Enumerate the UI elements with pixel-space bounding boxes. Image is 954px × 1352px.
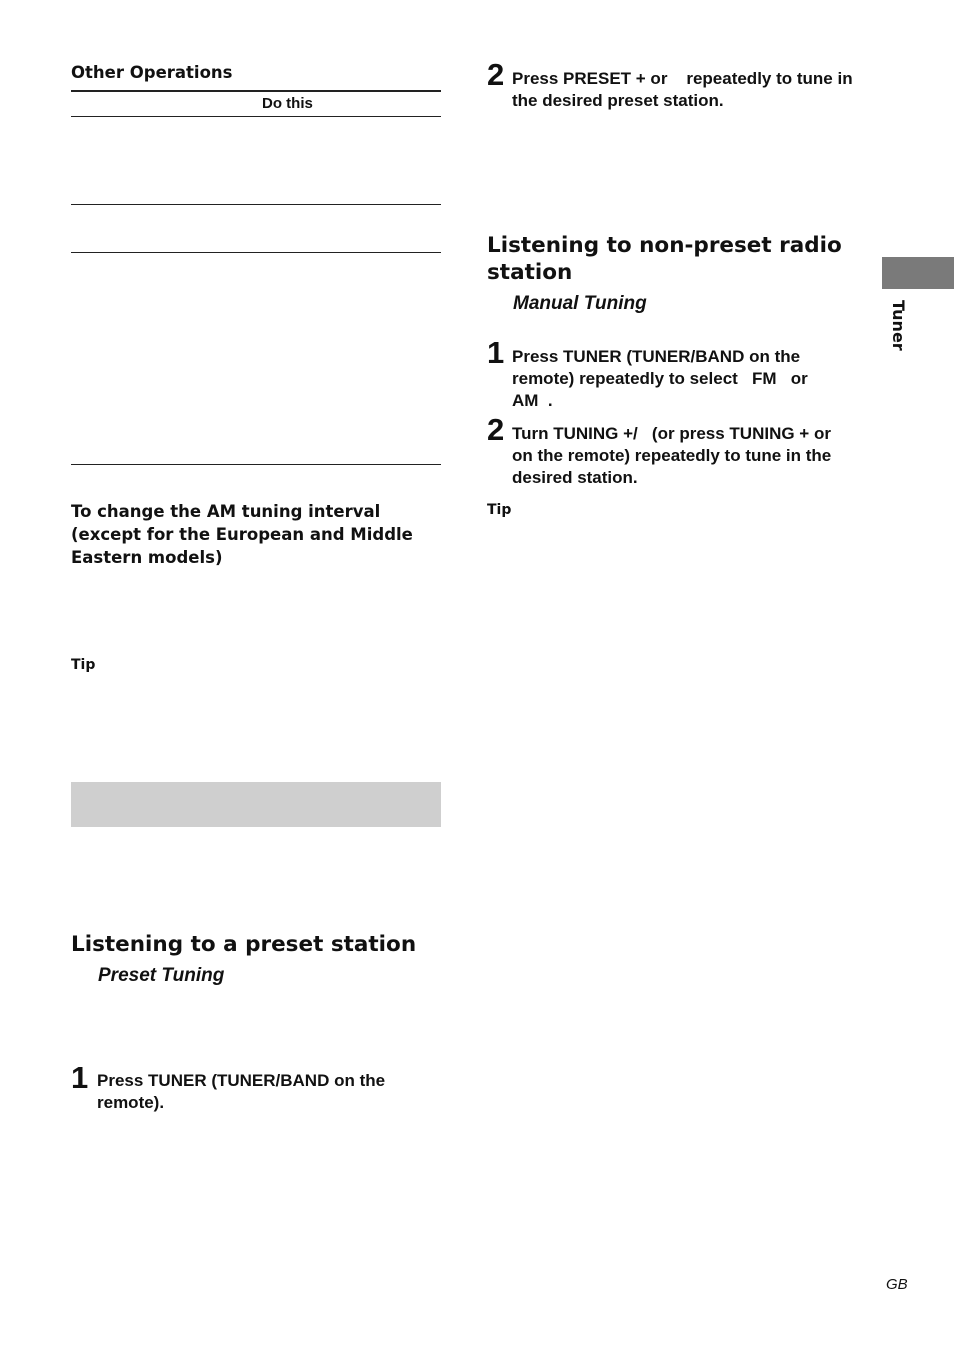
table-row-rule-2 [71,252,441,253]
step-number-1-manual: 1 [487,335,505,370]
preset-section-subheading: Preset Tuning [98,965,225,986]
step-text-2-preset: Press PRESET + or repeatedly to tune in the desired preset station. [512,69,858,110]
preset-section-heading: Listening to a preset station [71,932,417,957]
nonpreset-section-heading: Listening to non-preset radio station [487,233,842,285]
step-number-2-preset: 2 [487,57,505,92]
tip-label-left: Tip [71,657,96,673]
other-operations-heading: Other Operations [71,63,233,82]
table-header-rule [71,116,441,117]
side-tab-marker [882,257,954,289]
step-text-1-preset: Press TUNER (TUNER/BAND on the remote). [97,1071,386,1112]
am-interval-heading: To change the AM tuning interval (except for the European and Middle Eastern models) [71,502,413,567]
step-text-2-manual: Turn TUNING +/ (or press TUNING + or on the remote) repeatedly to tune in the desired station. [512,424,850,487]
table-top-rule [71,90,441,92]
nonpreset-section-subheading: Manual Tuning [513,293,647,314]
step-text-1-manual: Press TUNER (TUNER/BAND on the remote) repeatedly to select FM or AM . [512,347,822,410]
section-title-bar [71,782,441,827]
step-number-1-preset: 1 [71,1060,89,1095]
step-number-2-manual: 2 [487,412,505,447]
table-header-do-this: Do this [262,95,313,112]
table-bottom-rule [71,464,441,465]
table-row-rule-1 [71,204,441,205]
tip-label-right: Tip [487,502,512,518]
page-code: GB [886,1276,908,1293]
side-tab-label: Tuner [889,300,908,351]
